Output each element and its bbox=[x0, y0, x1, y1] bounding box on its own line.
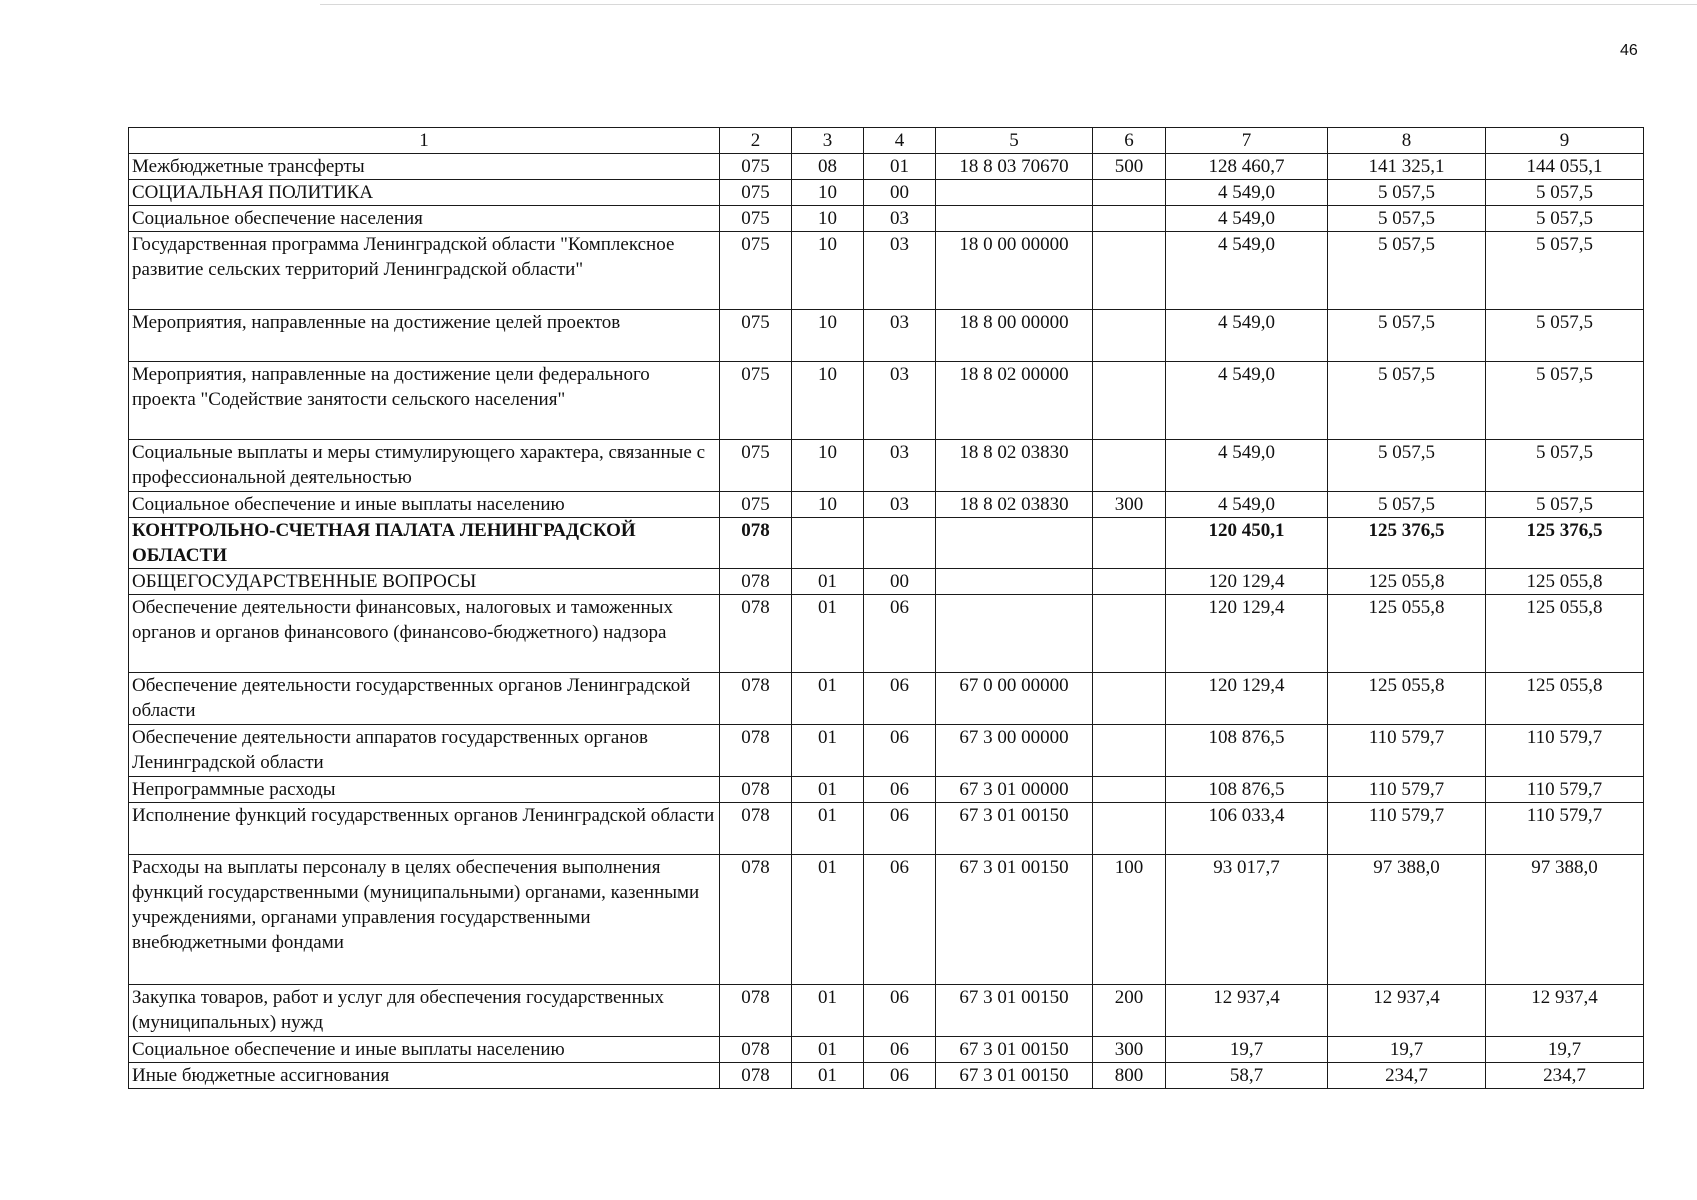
item-name-cell: Социальное обеспечение и иные выплаты населению bbox=[129, 1037, 720, 1063]
item-name-cell: Расходы на выплаты персоналу в целях обеспечения выполнения функций государственными (муниципальными) органами, казенными учреждениями, органами управления государственными внебюджетными фондами bbox=[129, 855, 720, 985]
subsection-code-cell: 06 bbox=[864, 985, 936, 1037]
item-name-cell: СОЦИАЛЬНАЯ ПОЛИТИКА bbox=[129, 180, 720, 206]
subsection-code-cell: 06 bbox=[864, 673, 936, 725]
amount-year2-cell: 110 579,7 bbox=[1328, 725, 1486, 777]
section-code-cell: 01 bbox=[792, 673, 864, 725]
ministry-code-cell: 075 bbox=[720, 492, 792, 518]
target-article-cell: 67 3 01 00150 bbox=[936, 1037, 1093, 1063]
amount-year3-cell: 12 937,4 bbox=[1486, 985, 1644, 1037]
amount-year2-cell: 97 388,0 bbox=[1328, 855, 1486, 985]
target-article-cell: 18 8 03 70670 bbox=[936, 154, 1093, 180]
scan-edge-line bbox=[320, 4, 1697, 5]
expense-type-cell: 500 bbox=[1093, 154, 1166, 180]
amount-year2-cell: 5 057,5 bbox=[1328, 492, 1486, 518]
amount-year1-cell: 120 129,4 bbox=[1166, 673, 1328, 725]
section-code-cell: 10 bbox=[792, 180, 864, 206]
target-article-cell bbox=[936, 518, 1093, 569]
amount-year2-cell: 125 055,8 bbox=[1328, 569, 1486, 595]
table-row bbox=[129, 803, 1644, 855]
subsection-code-cell: 00 bbox=[864, 569, 936, 595]
section-code-cell: 01 bbox=[792, 777, 864, 803]
amount-year1-cell: 106 033,4 bbox=[1166, 803, 1328, 855]
section-code-cell: 10 bbox=[792, 232, 864, 310]
expense-type-cell bbox=[1093, 803, 1166, 855]
target-article-cell: 18 8 02 03830 bbox=[936, 492, 1093, 518]
column-header: 3 bbox=[792, 128, 864, 154]
table-row bbox=[129, 725, 1644, 777]
item-name-cell: Мероприятия, направленные на достижение целей проектов bbox=[129, 310, 720, 362]
amount-year3-cell: 125 055,8 bbox=[1486, 569, 1644, 595]
ministry-code-cell: 078 bbox=[720, 855, 792, 985]
ministry-code-cell: 075 bbox=[720, 310, 792, 362]
subsection-code-cell: 06 bbox=[864, 595, 936, 673]
amount-year3-cell: 110 579,7 bbox=[1486, 725, 1644, 777]
item-name-cell: Иные бюджетные ассигнования bbox=[129, 1063, 720, 1089]
section-code-cell: 10 bbox=[792, 492, 864, 518]
amount-year1-cell: 4 549,0 bbox=[1166, 206, 1328, 232]
amount-year2-cell: 19,7 bbox=[1328, 1037, 1486, 1063]
ministry-code-cell: 078 bbox=[720, 777, 792, 803]
amount-year2-cell: 125 055,8 bbox=[1328, 595, 1486, 673]
ministry-code-cell: 078 bbox=[720, 595, 792, 673]
subsection-code-cell: 06 bbox=[864, 855, 936, 985]
target-article-cell: 67 0 00 00000 bbox=[936, 673, 1093, 725]
item-name-cell: Мероприятия, направленные на достижение цели федерального проекта "Содействие занятости сельского населения" bbox=[129, 362, 720, 440]
column-header: 6 bbox=[1093, 128, 1166, 154]
page-number: 46 bbox=[1620, 42, 1638, 59]
table-row bbox=[129, 985, 1644, 1037]
section-code-cell: 01 bbox=[792, 1063, 864, 1089]
amount-year3-cell: 125 055,8 bbox=[1486, 595, 1644, 673]
amount-year1-cell: 108 876,5 bbox=[1166, 777, 1328, 803]
expense-type-cell bbox=[1093, 569, 1166, 595]
expense-type-cell bbox=[1093, 518, 1166, 569]
item-name-cell: Обеспечение деятельности аппаратов государственных органов Ленинградской области bbox=[129, 725, 720, 777]
table-row bbox=[129, 362, 1644, 440]
amount-year2-cell: 110 579,7 bbox=[1328, 803, 1486, 855]
amount-year3-cell: 5 057,5 bbox=[1486, 232, 1644, 310]
expense-type-cell bbox=[1093, 440, 1166, 492]
amount-year1-cell: 4 549,0 bbox=[1166, 180, 1328, 206]
ministry-code-cell: 078 bbox=[720, 725, 792, 777]
ministry-code-cell: 078 bbox=[720, 569, 792, 595]
ministry-code-cell: 075 bbox=[720, 440, 792, 492]
table-row bbox=[129, 492, 1644, 518]
column-header: 8 bbox=[1328, 128, 1486, 154]
amount-year2-cell: 5 057,5 bbox=[1328, 362, 1486, 440]
column-header: 9 bbox=[1486, 128, 1644, 154]
amount-year1-cell: 93 017,7 bbox=[1166, 855, 1328, 985]
section-code-cell: 10 bbox=[792, 206, 864, 232]
amount-year3-cell: 125 055,8 bbox=[1486, 673, 1644, 725]
subsection-code-cell: 03 bbox=[864, 492, 936, 518]
amount-year1-cell: 58,7 bbox=[1166, 1063, 1328, 1089]
amount-year2-cell: 12 937,4 bbox=[1328, 985, 1486, 1037]
expense-type-cell: 200 bbox=[1093, 985, 1166, 1037]
amount-year2-cell: 141 325,1 bbox=[1328, 154, 1486, 180]
amount-year1-cell: 120 450,1 bbox=[1166, 518, 1328, 569]
table-row bbox=[129, 569, 1644, 595]
item-name-cell: Социальные выплаты и меры стимулирующего характера, связанные с профессиональной деятельностью bbox=[129, 440, 720, 492]
target-article-cell: 67 3 01 00000 bbox=[936, 777, 1093, 803]
ministry-code-cell: 078 bbox=[720, 1063, 792, 1089]
subsection-code-cell: 06 bbox=[864, 1063, 936, 1089]
table-row bbox=[129, 518, 1644, 569]
subsection-code-cell bbox=[864, 518, 936, 569]
table-row bbox=[129, 855, 1644, 985]
amount-year1-cell: 4 549,0 bbox=[1166, 492, 1328, 518]
target-article-cell: 67 3 00 00000 bbox=[936, 725, 1093, 777]
amount-year3-cell: 110 579,7 bbox=[1486, 777, 1644, 803]
budget-table bbox=[128, 127, 1644, 1089]
section-code-cell: 10 bbox=[792, 440, 864, 492]
amount-year1-cell: 4 549,0 bbox=[1166, 310, 1328, 362]
item-name-cell: Исполнение функций государственных органов Ленинградской области bbox=[129, 803, 720, 855]
item-name-cell: Непрограммные расходы bbox=[129, 777, 720, 803]
target-article-cell: 67 3 01 00150 bbox=[936, 855, 1093, 985]
section-code-cell: 01 bbox=[792, 803, 864, 855]
amount-year3-cell: 5 057,5 bbox=[1486, 362, 1644, 440]
expense-type-cell: 300 bbox=[1093, 492, 1166, 518]
subsection-code-cell: 06 bbox=[864, 777, 936, 803]
table-row bbox=[129, 232, 1644, 310]
ministry-code-cell: 075 bbox=[720, 180, 792, 206]
subsection-code-cell: 00 bbox=[864, 180, 936, 206]
subsection-code-cell: 03 bbox=[864, 362, 936, 440]
table-row bbox=[129, 180, 1644, 206]
ministry-code-cell: 075 bbox=[720, 206, 792, 232]
expense-type-cell bbox=[1093, 206, 1166, 232]
expense-type-cell: 800 bbox=[1093, 1063, 1166, 1089]
expense-type-cell bbox=[1093, 673, 1166, 725]
expense-type-cell bbox=[1093, 180, 1166, 206]
table-row bbox=[129, 777, 1644, 803]
target-article-cell bbox=[936, 206, 1093, 232]
amount-year1-cell: 12 937,4 bbox=[1166, 985, 1328, 1037]
amount-year1-cell: 4 549,0 bbox=[1166, 362, 1328, 440]
item-name-cell: Государственная программа Ленинградской области "Комплексное развитие сельских территорий Ленинградской области" bbox=[129, 232, 720, 310]
table-row bbox=[129, 310, 1644, 362]
table-row bbox=[129, 1063, 1644, 1089]
section-code-cell: 01 bbox=[792, 725, 864, 777]
amount-year2-cell: 5 057,5 bbox=[1328, 232, 1486, 310]
amount-year3-cell: 234,7 bbox=[1486, 1063, 1644, 1089]
target-article-cell: 67 3 01 00150 bbox=[936, 803, 1093, 855]
ministry-code-cell: 078 bbox=[720, 1037, 792, 1063]
amount-year1-cell: 4 549,0 bbox=[1166, 440, 1328, 492]
subsection-code-cell: 03 bbox=[864, 440, 936, 492]
section-code-cell: 01 bbox=[792, 1037, 864, 1063]
amount-year1-cell: 128 460,7 bbox=[1166, 154, 1328, 180]
ministry-code-cell: 075 bbox=[720, 362, 792, 440]
item-name-cell: Социальное обеспечение населения bbox=[129, 206, 720, 232]
subsection-code-cell: 03 bbox=[864, 232, 936, 310]
item-name-cell: Социальное обеспечение и иные выплаты населению bbox=[129, 492, 720, 518]
amount-year1-cell: 19,7 bbox=[1166, 1037, 1328, 1063]
expense-type-cell bbox=[1093, 362, 1166, 440]
expense-type-cell: 300 bbox=[1093, 1037, 1166, 1063]
column-header: 1 bbox=[129, 128, 720, 154]
target-article-cell: 18 8 02 00000 bbox=[936, 362, 1093, 440]
subsection-code-cell: 06 bbox=[864, 1037, 936, 1063]
ministry-code-cell: 078 bbox=[720, 673, 792, 725]
amount-year3-cell: 5 057,5 bbox=[1486, 206, 1644, 232]
amount-year2-cell: 110 579,7 bbox=[1328, 777, 1486, 803]
section-code-cell bbox=[792, 518, 864, 569]
table-row bbox=[129, 440, 1644, 492]
amount-year2-cell: 5 057,5 bbox=[1328, 310, 1486, 362]
amount-year2-cell: 5 057,5 bbox=[1328, 440, 1486, 492]
target-article-cell: 18 8 00 00000 bbox=[936, 310, 1093, 362]
subsection-code-cell: 06 bbox=[864, 725, 936, 777]
amount-year3-cell: 5 057,5 bbox=[1486, 310, 1644, 362]
column-header: 2 bbox=[720, 128, 792, 154]
amount-year3-cell: 5 057,5 bbox=[1486, 180, 1644, 206]
target-article-cell: 67 3 01 00150 bbox=[936, 985, 1093, 1037]
target-article-cell bbox=[936, 180, 1093, 206]
target-article-cell bbox=[936, 595, 1093, 673]
table-row bbox=[129, 595, 1644, 673]
section-code-cell: 01 bbox=[792, 855, 864, 985]
amount-year3-cell: 5 057,5 bbox=[1486, 440, 1644, 492]
expense-type-cell bbox=[1093, 310, 1166, 362]
ministry-code-cell: 078 bbox=[720, 985, 792, 1037]
amount-year2-cell: 125 055,8 bbox=[1328, 673, 1486, 725]
table-header-row bbox=[129, 128, 1644, 154]
amount-year1-cell: 4 549,0 bbox=[1166, 232, 1328, 310]
amount-year2-cell: 125 376,5 bbox=[1328, 518, 1486, 569]
item-name-cell: Обеспечение деятельности финансовых, налоговых и таможенных органов и органов финансового (финансово-бюджетного) надзора bbox=[129, 595, 720, 673]
amount-year2-cell: 5 057,5 bbox=[1328, 206, 1486, 232]
expense-type-cell bbox=[1093, 595, 1166, 673]
subsection-code-cell: 01 bbox=[864, 154, 936, 180]
amount-year3-cell: 144 055,1 bbox=[1486, 154, 1644, 180]
target-article-cell: 18 0 00 00000 bbox=[936, 232, 1093, 310]
section-code-cell: 01 bbox=[792, 985, 864, 1037]
expense-type-cell bbox=[1093, 232, 1166, 310]
amount-year3-cell: 97 388,0 bbox=[1486, 855, 1644, 985]
item-name-cell: КОНТРОЛЬНО-СЧЕТНАЯ ПАЛАТА ЛЕНИНГРАДСКОЙ ОБЛАСТИ bbox=[129, 518, 720, 569]
table-row bbox=[129, 1037, 1644, 1063]
target-article-cell: 18 8 02 03830 bbox=[936, 440, 1093, 492]
subsection-code-cell: 03 bbox=[864, 206, 936, 232]
amount-year1-cell: 120 129,4 bbox=[1166, 595, 1328, 673]
item-name-cell: Обеспечение деятельности государственных органов Ленинградской области bbox=[129, 673, 720, 725]
table-row bbox=[129, 206, 1644, 232]
amount-year3-cell: 125 376,5 bbox=[1486, 518, 1644, 569]
amount-year1-cell: 120 129,4 bbox=[1166, 569, 1328, 595]
amount-year2-cell: 5 057,5 bbox=[1328, 180, 1486, 206]
amount-year2-cell: 234,7 bbox=[1328, 1063, 1486, 1089]
table-row bbox=[129, 673, 1644, 725]
ministry-code-cell: 078 bbox=[720, 803, 792, 855]
item-name-cell: ОБЩЕГОСУДАРСТВЕННЫЕ ВОПРОСЫ bbox=[129, 569, 720, 595]
amount-year3-cell: 110 579,7 bbox=[1486, 803, 1644, 855]
expense-type-cell bbox=[1093, 725, 1166, 777]
section-code-cell: 10 bbox=[792, 310, 864, 362]
section-code-cell: 01 bbox=[792, 569, 864, 595]
subsection-code-cell: 03 bbox=[864, 310, 936, 362]
ministry-code-cell: 075 bbox=[720, 232, 792, 310]
expense-type-cell: 100 bbox=[1093, 855, 1166, 985]
item-name-cell: Закупка товаров, работ и услуг для обеспечения государственных (муниципальных) нужд bbox=[129, 985, 720, 1037]
ministry-code-cell: 078 bbox=[720, 518, 792, 569]
expense-type-cell bbox=[1093, 777, 1166, 803]
section-code-cell: 10 bbox=[792, 362, 864, 440]
table-row bbox=[129, 154, 1644, 180]
amount-year3-cell: 5 057,5 bbox=[1486, 492, 1644, 518]
target-article-cell: 67 3 01 00150 bbox=[936, 1063, 1093, 1089]
item-name-cell: Межбюджетные трансферты bbox=[129, 154, 720, 180]
section-code-cell: 01 bbox=[792, 595, 864, 673]
target-article-cell bbox=[936, 569, 1093, 595]
column-header: 5 bbox=[936, 128, 1093, 154]
ministry-code-cell: 075 bbox=[720, 154, 792, 180]
amount-year3-cell: 19,7 bbox=[1486, 1037, 1644, 1063]
subsection-code-cell: 06 bbox=[864, 803, 936, 855]
amount-year1-cell: 108 876,5 bbox=[1166, 725, 1328, 777]
column-header: 7 bbox=[1166, 128, 1328, 154]
section-code-cell: 08 bbox=[792, 154, 864, 180]
column-header: 4 bbox=[864, 128, 936, 154]
